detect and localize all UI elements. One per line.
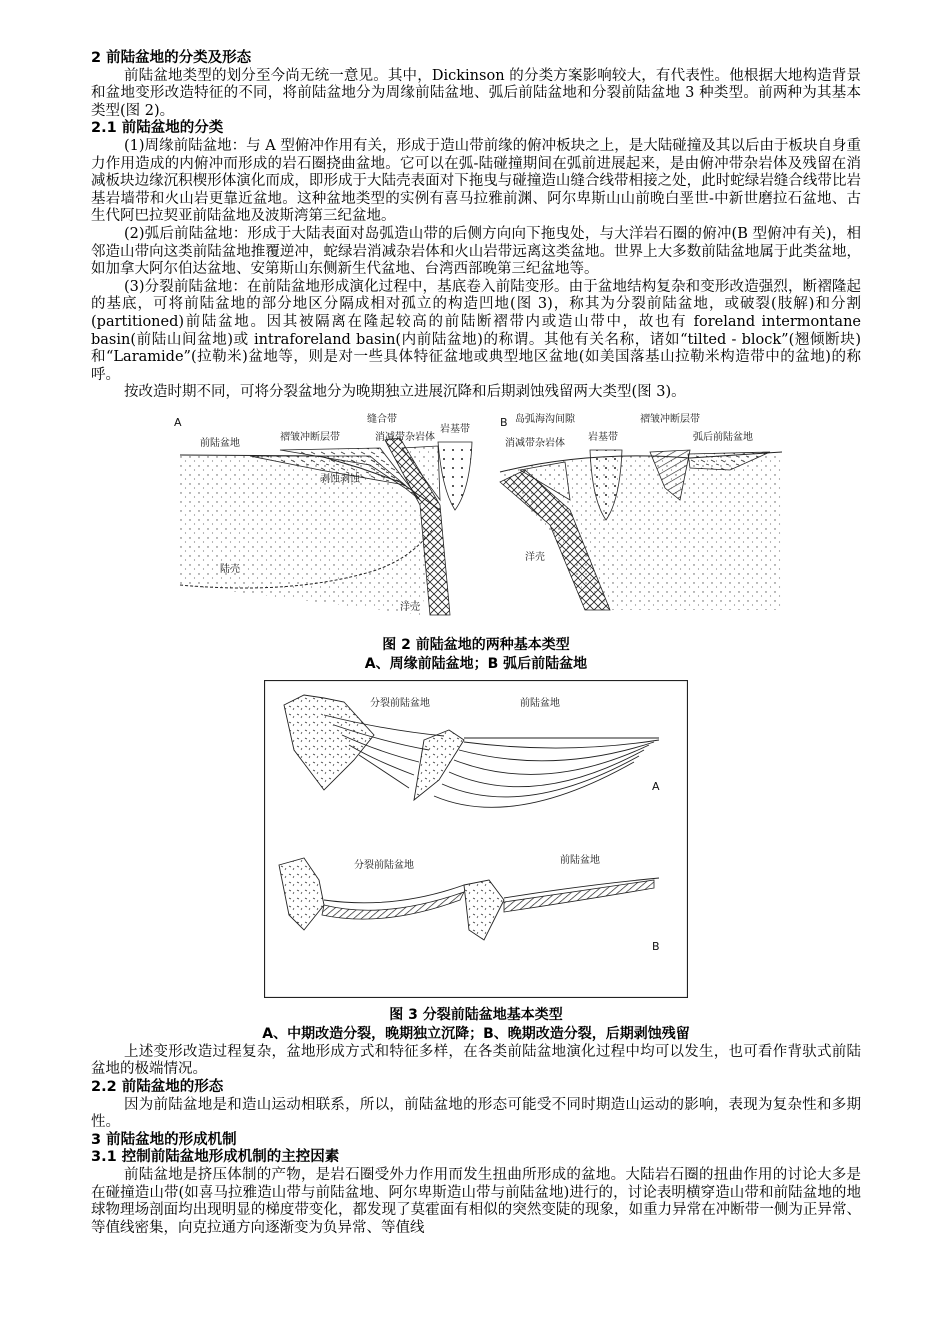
paragraph: (2)弧后前陆盆地：形成于大陆表面对岛弧造山带的后侧方向向下拖曳处，与大洋岩石圈的俯冲(B 型俯冲有关)，相邻造山带向这类前陆盆地推覆逆冲，蛇绿岩消减杂岩体和火山岩带远离这类盆地。世界上大多数前陆盆地属于此类盆地，如加拿大阿尔伯达盆地、安第斯山东侧新生代盆地、台湾西部晚第三纪盆地等。	[91, 225, 861, 278]
label-batholith: 岩基带	[440, 423, 470, 435]
section-heading: 2 前陆盆地的分类及形态	[91, 50, 252, 66]
section-heading: 3 前陆盆地的形成机制	[91, 1131, 237, 1148]
label-broken-foreland-b: 分裂前陆盆地	[354, 859, 414, 871]
figure-2-panel-a	[174, 412, 472, 615]
label-foreland-b: 前陆盆地	[560, 854, 600, 866]
paragraph: 前陆盆地类型的划分至今尚无统一意见。其中，Dickinson 的分类方案影响较大，有代表性。他根据大地构造背景和盆地变形改造特征的不同，将前陆盆地分为周缘前陆盆地、弧后前陆盆地和分裂前陆盆地 3 种类型。前两种为其基本类型(图 2)。	[91, 67, 861, 119]
label-continental-crust: 陆壳	[220, 563, 240, 575]
paragraph: (1)周缘前陆盆地：与 A 型俯冲作用有关，形成于造山带前缘的俯冲板块之上，是大陆碰撞及其以后由于板块自身重力作用造成的内俯冲而形成的岩石圈挠曲盆地。它可以在弧-陆碰撞期间在弧前进展起来，是由俯冲带杂岩体及残留在消减板块边缘沉积楔形体演化而成，即形成于大陆壳表面对下拖曳与碰撞造山缝合线带相接之处，此时蛇绿岩缝合线带比岩基岩墙带和火山岩更靠近盆地。这种盆地类型的实例有喜马拉雅前渊、阿尔卑斯山山前晚白垩世-中新世磨拉石盆地、古生代阿巴拉契亚前陆盆地及波斯湾第三纪盆地。	[91, 137, 861, 225]
panel-b-letter: B	[500, 415, 508, 429]
figure-3-caption-sub: A、中期改造分裂，晚期独立沉降；B、晚期改造分裂，后期剥蚀残留	[262, 1025, 690, 1042]
subsection-heading: 2.1 前陆盆地的分类	[91, 120, 224, 137]
figure-2-diagram	[170, 410, 782, 628]
paragraph: 因为前陆盆地是和造山运动相联系，所以，前陆盆地的形态可能受不同时期造山运动的影响，表现为复杂性和多期性。	[91, 1096, 861, 1131]
label-arc-trench-gap: 岛弧海沟间隙	[515, 413, 575, 425]
label-erosion: 剥蚀剥蚀	[320, 473, 360, 485]
label-fold-thrust: 褶皱冲断层带	[280, 431, 340, 443]
figure-2-caption-title: 图 2 前陆盆地的两种基本类型	[382, 636, 570, 653]
label-foreland-basin: 前陆盆地	[200, 437, 240, 449]
paragraph: (3)分裂前陆盆地：在前陆盆地形成演化过程中，基底卷入前陆变形。由于盆地结构复杂和变形改造强烈，断褶隆起的基底，可将前陆盆地的部分地区分隔成相对孤立的构造凹地(图 3)，称其为分裂前陆盆地，或破裂(肢解)和分割(partitioned)前陆盆地。因其被隔离在隆起较高的前陆断褶带内或造山带中，故也有 foreland intermontane basin(前陆山间盆地)或 intraforeland basin(内前陆盆地)的称谓。其他有关名称，诸如“tilted - block”(翘倾断块)和“Laramide”(拉勒米)盆地等，则是对一些具体特征盆地或典型地区盆地(如美国落基山拉勒米构造带中的盆地)的称呼。	[91, 278, 861, 383]
label-batholith-b: 岩基带	[588, 431, 618, 443]
label-subduction-complex-b: 消减带杂岩体	[505, 437, 565, 449]
paragraph: 上述变形改造过程复杂，盆地形成方式和特征多样，在各类前陆盆地演化过程中均可以发生，也可看作背驮式前陆盆地的极端情况。	[91, 1043, 861, 1078]
figure-3-diagram	[264, 680, 688, 998]
subsection-heading: 3.1 控制前陆盆地形成机制的主控因素	[91, 1149, 340, 1166]
document-page	[91, 50, 861, 1237]
label-oceanic-crust: 洋壳	[400, 601, 420, 613]
paragraph: 按改造时期不同，可将分裂盆地分为晚期独立进展沉降和后期剥蚀残留两大类型(图 3)。	[124, 384, 686, 401]
label-fold-thrust-b: 褶皱冲断层带	[640, 413, 700, 425]
label-suture: 缝合带	[367, 413, 397, 425]
figure-2-panel-b	[500, 412, 782, 610]
paragraph: 前陆盆地是挤压体制的产物，是岩石圈受外力作用而发生扭曲所形成的盆地。大陆岩石圈的扭曲作用的讨论大多是在碰撞造山带(如喜马拉雅造山带与前陆盆地、阿尔卑斯造山带与前陆盆地)进行的，讨论表明横穿造山带和前陆盆地的地球物理场剖面均出现明显的梯度带变化，都发现了莫霍面有相似的突然变陡的现象，如重力异常在冲断带一侧为正异常、等值线密集，向克拉通方向逐渐变为负异常、等值线	[91, 1167, 861, 1236]
figure-3-caption-title: 图 3 分裂前陆盆地基本类型	[389, 1006, 563, 1023]
label-foreland-a: 前陆盆地	[520, 697, 560, 709]
panel-b-letter: B	[652, 939, 660, 953]
label-subduction-complex: 消减带杂岩体	[375, 431, 435, 443]
label-oceanic-crust-b: 洋壳	[525, 551, 545, 563]
label-retroarc-basin: 弧后前陆盆地	[693, 431, 753, 443]
label-broken-foreland-a: 分裂前陆盆地	[370, 697, 430, 709]
subsection-heading: 2.2 前陆盆地的形态	[91, 1079, 224, 1096]
figure-2-caption-sub: A、周缘前陆盆地；B 弧后前陆盆地	[364, 655, 588, 672]
panel-a-letter: A	[174, 415, 182, 429]
panel-a-letter: A	[652, 779, 660, 793]
